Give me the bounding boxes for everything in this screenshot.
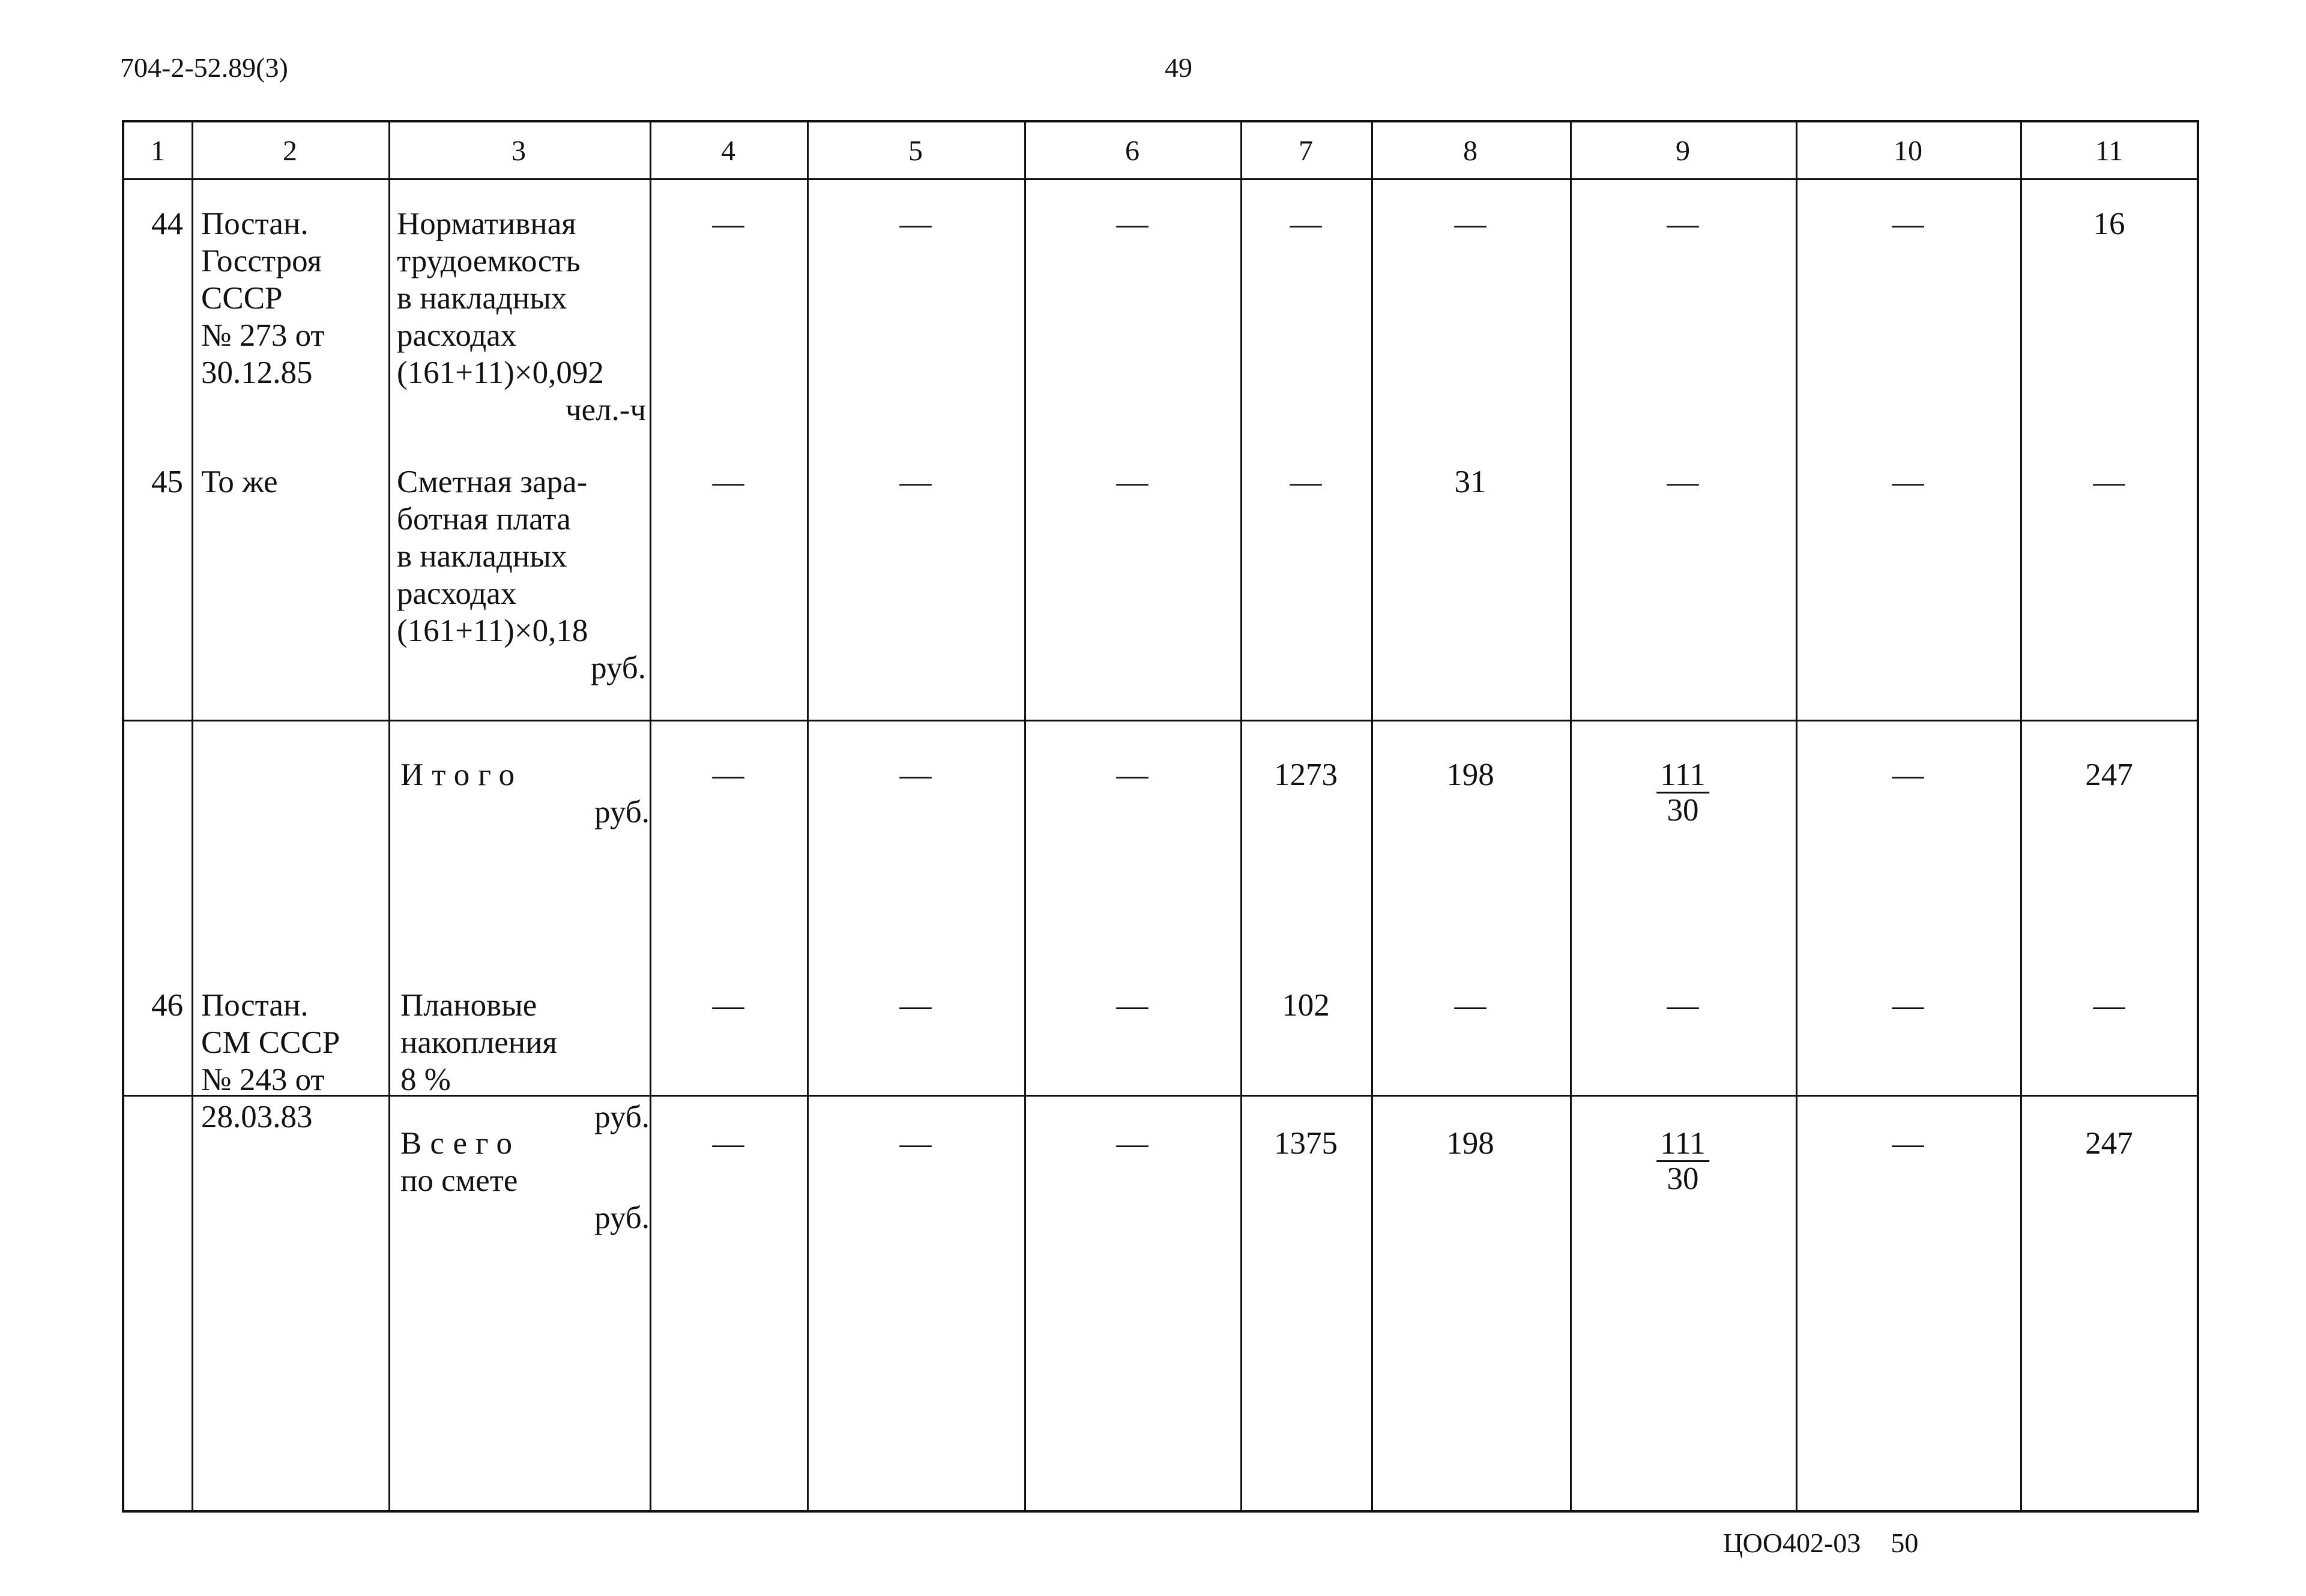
row-description (397, 463, 646, 687)
footer-stamp (1723, 1529, 1918, 1557)
description-line: (161+11)×0,18 (397, 613, 588, 648)
source-line: Постан. (201, 206, 309, 241)
description-line: Сметная зара- (397, 465, 588, 499)
column-header: 10 (1894, 135, 1922, 167)
footer-page: 50 (1891, 1528, 1919, 1558)
column-header: 8 (1463, 135, 1477, 167)
unit-label: руб. (594, 1100, 650, 1134)
unit-label: руб. (594, 795, 650, 830)
description-line: в накладных (397, 281, 567, 316)
column-header: 11 (2095, 135, 2123, 167)
cell-col4: — (712, 757, 744, 792)
cell-col4: — (712, 465, 744, 499)
description-line: накопления (400, 1025, 557, 1060)
column-divider (1570, 122, 1572, 1510)
cell-col5: — (899, 206, 932, 241)
cell-col10: — (1892, 1126, 1924, 1161)
row-description (397, 205, 646, 429)
cell-col9-fraction (1656, 1125, 1709, 1196)
description-line: по смете (400, 1163, 518, 1198)
cell-col6: — (1116, 988, 1148, 1023)
column-divider (388, 122, 390, 1510)
cell-col5: — (899, 988, 932, 1023)
column-header: 6 (1125, 135, 1139, 167)
cell-col11: — (2093, 465, 2125, 499)
cell-col9: — (1667, 206, 1699, 241)
document-code: 704-2-52.89(3) (120, 52, 288, 83)
description-line: 8 % (400, 1062, 451, 1097)
cell-col11: 247 (2085, 1126, 2133, 1161)
source-line: Постан. (201, 988, 309, 1023)
description-line: (161+11)×0,092 (397, 355, 604, 390)
cell-col4: — (712, 206, 744, 241)
source-line: То же (201, 465, 278, 499)
estimate-table (122, 120, 2199, 1513)
cell-col5: — (899, 1126, 932, 1161)
cell-col11: 16 (2093, 206, 2125, 241)
total-label: Всего (400, 1126, 521, 1161)
cell-col5: — (899, 757, 932, 792)
description-line: расходах (397, 318, 517, 353)
cell-col9-fraction (1656, 756, 1709, 827)
row-source (201, 463, 278, 501)
fraction-denominator: 30 (1667, 1161, 1699, 1196)
row-number: 44 (151, 206, 183, 241)
column-header: 1 (151, 135, 165, 167)
column-header: 2 (283, 135, 297, 167)
cell-col10: — (1892, 988, 1924, 1023)
source-line: Госстроя (201, 244, 322, 279)
column-divider (807, 122, 809, 1510)
source-line: 28.03.83 (201, 1100, 313, 1134)
description-line: трудоемкость (397, 244, 581, 279)
cell-col11: 247 (2085, 757, 2133, 792)
row-description (400, 987, 650, 1136)
column-divider (1371, 122, 1373, 1510)
page-number: 49 (1165, 52, 1192, 83)
cell-col5: — (899, 465, 932, 499)
subtotal-label: Итого (400, 757, 524, 792)
cell-col4: — (712, 1126, 744, 1161)
fraction-numerator: 111 (1656, 758, 1709, 793)
row-source (201, 205, 325, 391)
header-divider (124, 178, 2197, 180)
cell-col6: — (1116, 465, 1148, 499)
source-line: 30.12.85 (201, 355, 313, 390)
column-header: 5 (908, 135, 923, 167)
source-line: СССР (201, 281, 283, 316)
column-divider (2020, 122, 2022, 1510)
source-line: № 243 от (201, 1062, 325, 1097)
cell-col8: 31 (1454, 465, 1487, 499)
row-divider (124, 720, 2197, 721)
row-description (400, 1125, 650, 1236)
description-line: расходах (397, 576, 517, 611)
cell-col8: 198 (1446, 1126, 1494, 1161)
column-divider (1796, 122, 1797, 1510)
cell-col9: — (1667, 988, 1699, 1023)
description-line: Нормативная (397, 206, 576, 241)
cell-col8: — (1454, 206, 1487, 241)
cell-col7: — (1290, 206, 1322, 241)
cell-col9: — (1667, 465, 1699, 499)
cell-col6: — (1116, 206, 1148, 241)
column-divider (1024, 122, 1026, 1510)
cell-col8: — (1454, 988, 1487, 1023)
footer-code: ЦОО402-03 (1723, 1528, 1861, 1558)
row-source (201, 987, 340, 1136)
cell-col10: — (1892, 465, 1924, 499)
column-header: 7 (1299, 135, 1313, 167)
cell-col6: — (1116, 1126, 1148, 1161)
unit-label: руб. (594, 1200, 650, 1235)
cell-col10: — (1892, 757, 1924, 792)
cell-col7: 102 (1282, 988, 1330, 1023)
fraction-denominator: 30 (1667, 793, 1699, 828)
column-divider (192, 122, 193, 1510)
cell-col6: — (1116, 757, 1148, 792)
row-number: 45 (151, 465, 183, 499)
column-divider (650, 122, 651, 1510)
row-description (400, 756, 650, 831)
cell-col7: 1375 (1274, 1126, 1338, 1161)
unit-label: руб. (591, 651, 646, 685)
cell-col10: — (1892, 206, 1924, 241)
source-line: СМ СССР (201, 1025, 340, 1060)
unit-label: чел.-ч (565, 393, 646, 427)
column-header: 9 (1676, 135, 1690, 167)
cell-col7: — (1290, 465, 1322, 499)
cell-col11: — (2093, 988, 2125, 1023)
column-header: 3 (512, 135, 526, 167)
cell-col4: — (712, 988, 744, 1023)
row-number: 46 (151, 988, 183, 1023)
description-line: в накладных (397, 539, 567, 574)
description-line: ботная плата (397, 502, 571, 537)
fraction-numerator: 111 (1656, 1127, 1709, 1162)
source-line: № 273 от (201, 318, 325, 353)
column-header: 4 (721, 135, 735, 167)
cell-col8: 198 (1446, 757, 1494, 792)
column-divider (1240, 122, 1242, 1510)
cell-col7: 1273 (1274, 757, 1338, 792)
description-line: Плановые (400, 988, 537, 1023)
